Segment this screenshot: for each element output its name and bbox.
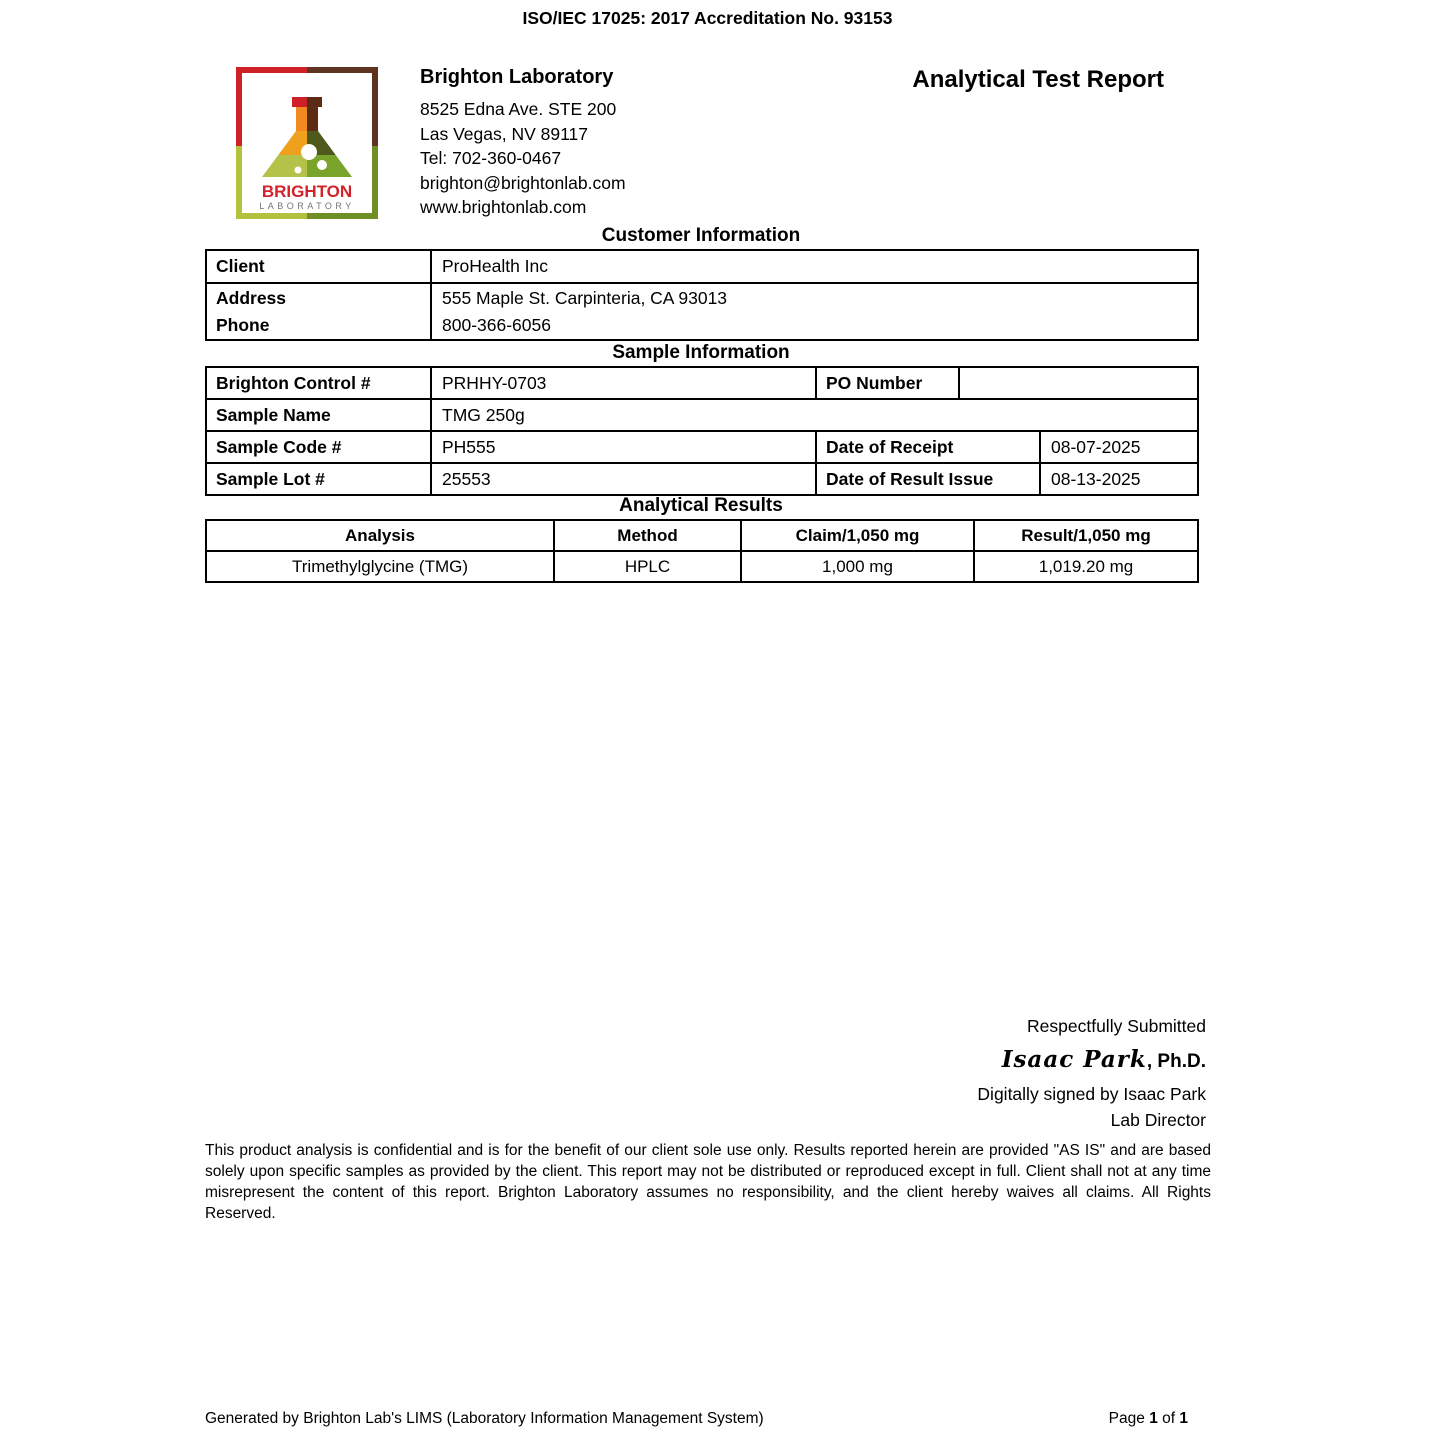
date-of-receipt-value: 08-07-2025 <box>1040 431 1198 463</box>
table-row <box>206 463 1198 495</box>
page-indicator <box>1109 1410 1188 1428</box>
customer-info-section-title: Customer Information <box>601 225 801 246</box>
logo-subbrand-text: LABORATORY <box>259 201 355 211</box>
logo-brand-text: BRIGHTON <box>261 182 353 201</box>
po-number-value <box>959 367 1198 399</box>
page-number: 1 <box>1149 1410 1158 1427</box>
sample-info-table <box>205 366 1199 496</box>
lab-name: Brighton Laboratory <box>420 66 614 88</box>
of-word: of <box>1162 1410 1176 1427</box>
address-label: Address <box>216 287 287 308</box>
table-header-row <box>206 520 1198 551</box>
table-row <box>206 399 1198 431</box>
phone-label: Phone <box>216 314 270 335</box>
method-column-header: Method <box>554 520 741 551</box>
address-phone-value <box>431 283 1198 340</box>
lab-director-title: Lab Director <box>1110 1110 1206 1130</box>
sample-lot-label: Sample Lot # <box>206 463 431 495</box>
date-of-receipt-label: Date of Receipt <box>816 431 1040 463</box>
claim-column-header: Claim/1,050 mg <box>741 520 974 551</box>
po-number-label: PO Number <box>816 367 959 399</box>
signature-line <box>977 1046 1206 1073</box>
analytical-results-table <box>205 519 1199 583</box>
client-label: Client <box>206 250 431 283</box>
sample-lot-value: 25553 <box>431 463 816 495</box>
lab-website: www.brightonlab.com <box>420 197 587 218</box>
result-column-header: Result/1,050 mg <box>974 520 1198 551</box>
analytical-results-section-title: Analytical Results <box>619 495 783 516</box>
signature-block <box>977 1016 1206 1131</box>
generated-by-text: Generated by Brighton Lab's LIMS (Laboratory Information Management System) <box>205 1410 764 1427</box>
page-word: Page <box>1108 1410 1145 1427</box>
disclaimer-text: This product analysis is confidential and is for the benefit of our client sole use only. Results reported herein are provided "AS IS" and are based solely upon specific samples as provided by the client. This report may not be distributed or reproduced except in full. Client shall not at any time misrepresent the content of this report. Brighton Laboratory assumes no responsibility, and the client hereby waives all claims. All Rights Reserved. <box>205 1142 1211 1222</box>
sample-code-value: PH555 <box>431 431 816 463</box>
brighton-laboratory-logo <box>236 67 378 219</box>
signature-suffix: , Ph.D. <box>1146 1051 1206 1072</box>
lab-telephone: Tel: 702-360-0467 <box>420 148 562 169</box>
client-value: ProHealth Inc <box>431 250 1198 283</box>
lab-address-line2: Las Vegas, NV 89117 <box>420 123 588 144</box>
signature-name: Isaac Park <box>1001 1046 1147 1073</box>
control-number-label: Brighton Control # <box>206 367 431 399</box>
analysis-column-header: Analysis <box>206 520 554 551</box>
sample-info-section-title: Sample Information <box>612 342 790 363</box>
analysis-value: Trimethylglycine (TMG) <box>206 551 554 582</box>
customer-info-table <box>205 249 1199 341</box>
flask-logo-icon <box>236 67 378 219</box>
address-phone-label <box>206 283 431 340</box>
table-row <box>206 551 1198 582</box>
phone-value: 800-366-6056 <box>442 314 551 335</box>
address-value: 555 Maple St. Carpinteria, CA 93013 <box>442 287 728 308</box>
accreditation-header: ISO/IEC 17025: 2017 Accreditation No. 93153 <box>522 8 893 28</box>
lab-contact-block <box>420 66 626 220</box>
result-value: 1,019.20 mg <box>974 551 1198 582</box>
lab-address-line1: 8525 Edna Ave. STE 200 <box>420 99 617 119</box>
claim-value: 1,000 mg <box>741 551 974 582</box>
sample-name-label: Sample Name <box>206 399 431 431</box>
lab-email: brighton@brightonlab.com <box>420 172 626 193</box>
report-title: Analytical Test Report <box>912 66 1164 93</box>
control-number-value: PRHHY-0703 <box>431 367 816 399</box>
sample-name-value: TMG 250g <box>431 399 1198 431</box>
method-value: HPLC <box>554 551 741 582</box>
digitally-signed-text: Digitally signed by Isaac Park <box>977 1084 1206 1104</box>
table-row <box>206 431 1198 463</box>
date-of-result-issue-value: 08-13-2025 <box>1040 463 1198 495</box>
date-of-result-issue-label: Date of Result Issue <box>816 463 1040 495</box>
page-footer <box>205 1410 1188 1428</box>
table-row <box>206 367 1198 399</box>
respectfully-submitted-text: Respectfully Submitted <box>1027 1016 1206 1036</box>
sample-code-label: Sample Code # <box>206 431 431 463</box>
table-row <box>206 250 1198 283</box>
page-total: 1 <box>1179 1410 1188 1427</box>
table-row <box>206 283 1198 340</box>
